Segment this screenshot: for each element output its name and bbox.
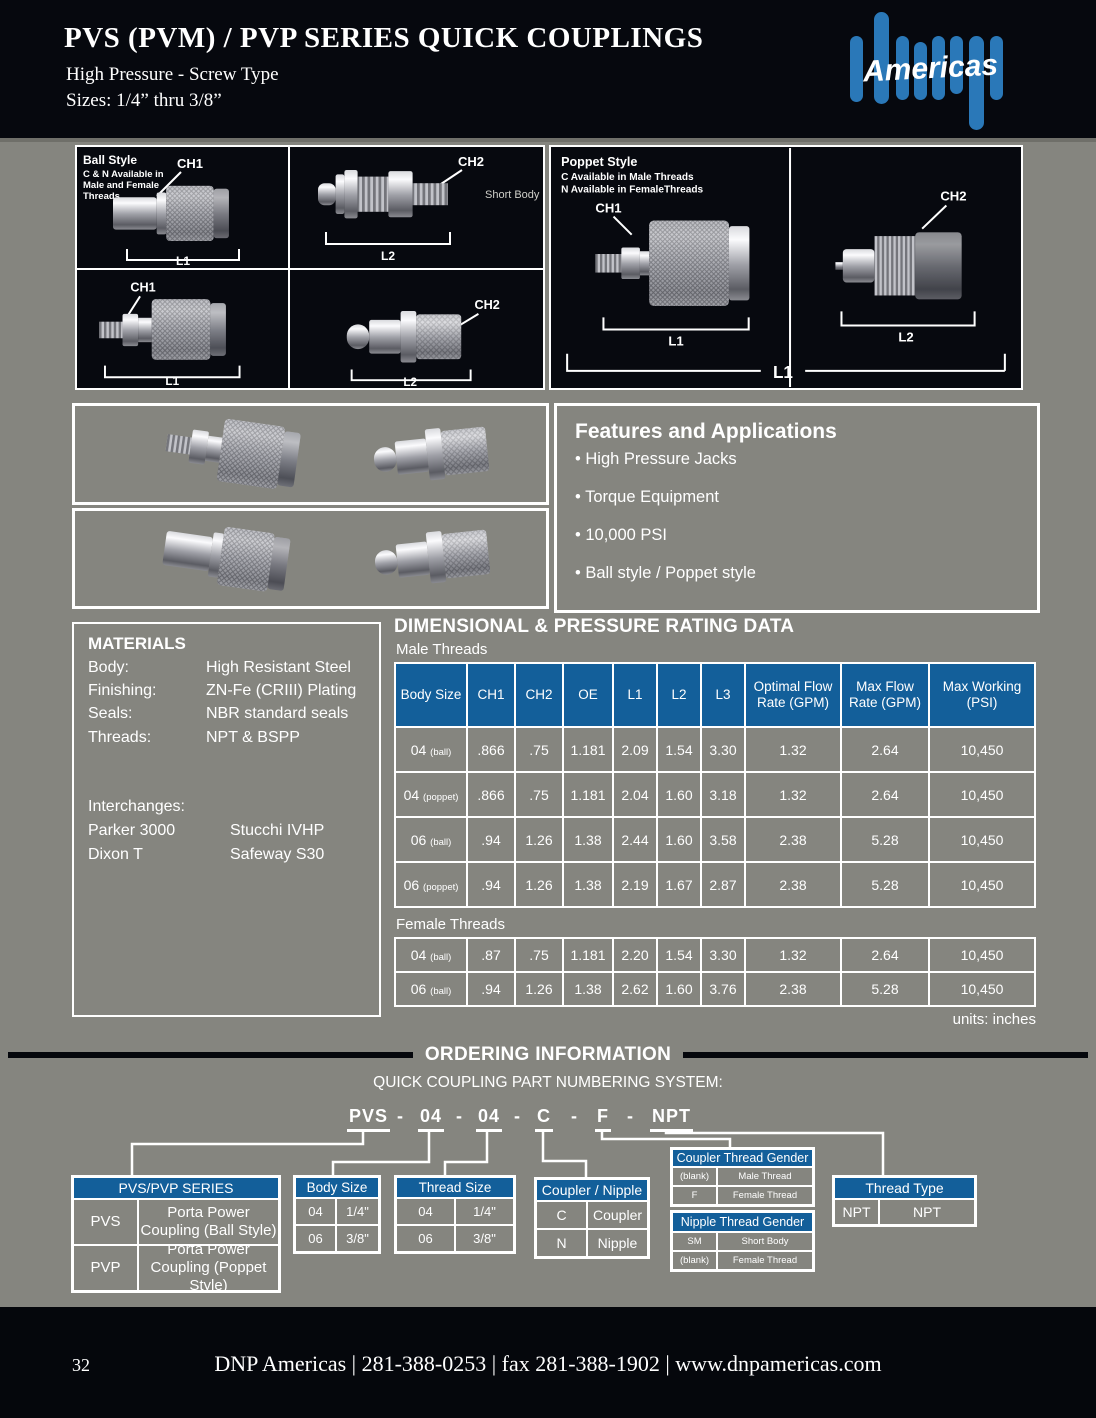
ordering-box-cell: PVP <box>73 1245 138 1291</box>
ordering-box-row <box>73 1199 279 1245</box>
dimensional-data-section <box>394 616 1036 1028</box>
value-cell: 3.18 <box>701 772 745 817</box>
value-cell: 1.32 <box>745 727 841 772</box>
column-header: Max Working (PSI) <box>929 663 1035 727</box>
ordering-box-series <box>71 1175 281 1293</box>
ordering-box-row <box>295 1198 379 1225</box>
value-cell: 2.38 <box>745 972 841 1006</box>
part-segment-thread-type: NPT <box>650 1106 693 1132</box>
poppet-style-photo-panel <box>549 145 1023 390</box>
value-cell: 2.38 <box>745 817 841 862</box>
value-cell: .94 <box>467 862 515 907</box>
value-cell: 10,450 <box>929 817 1035 862</box>
part-separator: - <box>571 1106 577 1126</box>
style-note: (ball) <box>430 986 452 997</box>
ordering-box-cell: Porta Power Coupling (Ball Style) <box>138 1199 279 1245</box>
ordering-box-coupler-nipple <box>534 1177 650 1259</box>
value-cell: .87 <box>467 938 515 972</box>
column-header: CH2 <box>515 663 563 727</box>
units-note: units: inches <box>952 1011 1036 1028</box>
ordering-box-thread-size <box>394 1175 516 1254</box>
l1-bracket <box>603 317 748 329</box>
value-cell: 1.60 <box>657 817 701 862</box>
ordering-box-cell: 06 <box>396 1225 455 1252</box>
header-divider <box>0 138 1096 142</box>
ordering-box-cell: Nipple <box>587 1229 648 1257</box>
part-segment-thread-size: 04 <box>476 1106 502 1132</box>
ordering-box-title: PVS/PVP SERIES <box>73 1177 279 1199</box>
style-note: (poppet) <box>423 791 459 803</box>
ball-note-2: Male and Female <box>83 180 160 191</box>
body-size-cell: 06 (poppet) <box>395 862 467 907</box>
value-cell: 1.38 <box>563 972 613 1006</box>
part-segment-gender: F <box>595 1106 611 1132</box>
ordering-box-cell: Male Thread <box>717 1167 813 1186</box>
ordering-box-body-size <box>293 1175 381 1254</box>
page-size-range: Sizes: 1/4” thru 3/8” <box>66 90 222 111</box>
value-cell: 1.181 <box>563 727 613 772</box>
table-row <box>395 772 1035 817</box>
l2-bracket <box>326 232 450 244</box>
female-threads-label: Female Threads <box>396 916 505 933</box>
dim-label-l1: L1 <box>175 254 191 268</box>
value-cell: 1.38 <box>563 817 613 862</box>
column-header: CH1 <box>467 663 515 727</box>
ordering-box-title: Body Size <box>295 1177 379 1198</box>
ordering-box-row <box>834 1199 975 1225</box>
ordering-title: ORDERING INFORMATION <box>424 1044 672 1065</box>
poppet-note-2: N Available in FemaleThreads <box>561 184 704 196</box>
value-cell: 10,450 <box>929 772 1035 817</box>
feature-item: • Torque Equipment <box>575 488 1037 507</box>
body-size-cell: 04 (ball) <box>395 938 467 972</box>
photo-ball-nipple <box>290 270 543 388</box>
dim-label-ch1: CH1 <box>177 156 204 171</box>
ordering-box-nipple-thread-gender <box>670 1210 815 1272</box>
part-segment-body-size: 04 <box>418 1106 444 1132</box>
column-header: L3 <box>701 663 745 727</box>
value-cell: .94 <box>467 817 515 862</box>
page-header <box>0 0 1096 138</box>
ordering-box-row <box>396 1225 514 1252</box>
value-cell: 2.04 <box>613 772 657 817</box>
dim-label-overall-l1: L1 <box>772 361 793 382</box>
value-cell: 1.181 <box>563 772 613 817</box>
ordering-box-title: Thread Type <box>834 1177 975 1199</box>
male-threads-label: Male Threads <box>396 641 488 658</box>
interchange-row: Parker 3000 Stucchi IVHP <box>88 821 325 839</box>
features-box <box>554 403 1040 613</box>
value-cell: 3.30 <box>701 938 745 972</box>
value-cell: .75 <box>515 772 563 817</box>
value-cell: 1.32 <box>745 938 841 972</box>
page-footer <box>0 1307 1096 1418</box>
ordering-box-row <box>73 1241 279 1294</box>
body-size-cell: 04 (ball) <box>395 727 467 772</box>
part-separator: - <box>514 1106 520 1126</box>
value-cell: 2.44 <box>613 817 657 862</box>
ordering-box-row <box>536 1229 648 1257</box>
column-header: L2 <box>657 663 701 727</box>
value-cell: 1.67 <box>657 862 701 907</box>
column-header: Optimal Flow Rate (GPM) <box>745 663 841 727</box>
feature-item: • Ball style / Poppet style <box>575 564 1037 583</box>
interchanges-title: Interchanges: <box>88 797 185 815</box>
features-title: Features and Applications <box>575 420 837 443</box>
column-header: OE <box>563 663 613 727</box>
ordering-box-cell: Coupler <box>587 1201 648 1229</box>
materials-box <box>72 622 381 1017</box>
ordering-box-cell: 3/8" <box>455 1225 514 1252</box>
table-row <box>395 972 1035 1006</box>
value-cell: 5.28 <box>841 972 929 1006</box>
part-separator: - <box>397 1106 403 1126</box>
dim-label-l1: L1 <box>668 333 684 349</box>
column-header: Max Flow Rate (GPM) <box>841 663 929 727</box>
male-threads-table <box>394 662 1036 908</box>
ordering-box-row <box>536 1201 648 1229</box>
ordering-box-row <box>672 1167 813 1186</box>
value-cell: 1.60 <box>657 972 701 1006</box>
value-cell: 2.64 <box>841 772 929 817</box>
short-body-label: Short Body <box>485 189 540 201</box>
page-subtitle: High Pressure - Screw Type <box>66 64 279 85</box>
value-cell: 2.64 <box>841 938 929 972</box>
value-cell: 1.26 <box>515 862 563 907</box>
body-size-cell: 06 (ball) <box>395 972 467 1006</box>
value-cell: 5.28 <box>841 817 929 862</box>
table-header-row <box>395 663 1035 727</box>
value-cell: 2.19 <box>613 862 657 907</box>
ordering-box-cell: NPT <box>834 1199 879 1225</box>
footer-contact-line: DNP Americas | 281-388-0253 | fax 281-388-1902 | www.dnpamericas.com <box>214 1351 882 1376</box>
ordering-box-title: Nipple Thread Gender <box>672 1212 813 1232</box>
part-separator: - <box>627 1106 633 1126</box>
table-row <box>395 727 1035 772</box>
photo-ball-coupler-male <box>77 270 288 388</box>
ordering-box-cell: 04 <box>295 1198 336 1225</box>
column-header: Body Size <box>395 663 467 727</box>
feature-item: • 10,000 PSI <box>575 526 1037 545</box>
value-cell: .75 <box>515 727 563 772</box>
materials-title: MATERIALS <box>88 634 186 653</box>
style-note: (ball) <box>430 952 452 963</box>
part-segment-series: PVS <box>347 1106 390 1132</box>
dim-label-ch2: CH2 <box>458 154 485 169</box>
dim-label-l2: L2 <box>380 249 396 263</box>
value-cell: .866 <box>467 727 515 772</box>
value-cell: 2.38 <box>745 862 841 907</box>
value-cell: .75 <box>515 938 563 972</box>
ball-style-title: Ball Style <box>83 153 138 167</box>
features-list <box>575 450 1037 583</box>
value-cell: 1.38 <box>563 862 613 907</box>
dim-label-ch1: CH1 <box>595 200 622 216</box>
dimensional-title: DIMENSIONAL & PRESSURE RATING DATA <box>394 616 795 637</box>
ordering-box-cell: 1/4" <box>455 1198 514 1225</box>
ordering-box-cell: 04 <box>396 1198 455 1225</box>
ordering-box-title: Coupler / Nipple <box>536 1179 648 1201</box>
ball-note-3: Threads <box>83 191 120 202</box>
value-cell: 2.20 <box>613 938 657 972</box>
dim-label-ch2: CH2 <box>940 188 967 204</box>
value-cell: .866 <box>467 772 515 817</box>
value-cell: 10,450 <box>929 727 1035 772</box>
table-row <box>395 938 1035 972</box>
value-cell: 1.54 <box>657 938 701 972</box>
poppet-style-title: Poppet Style <box>561 155 638 170</box>
value-cell: 3.58 <box>701 817 745 862</box>
ordering-box-row <box>672 1232 813 1251</box>
body-size-cell: 04 (poppet) <box>395 772 467 817</box>
value-cell: 1.26 <box>515 972 563 1006</box>
ordering-box-cell: N <box>536 1229 587 1257</box>
dim-label-l2: L2 <box>898 329 914 345</box>
ordering-box-cell: Short Body <box>717 1232 813 1251</box>
ordering-box-cell: 1/4" <box>336 1198 379 1225</box>
materials-row: Body: High Resistant Steel <box>88 659 351 676</box>
page-number: 32 <box>72 1355 90 1375</box>
style-note: (ball) <box>430 746 452 758</box>
ordering-box-title: Coupler Thread Gender <box>672 1149 813 1167</box>
value-cell: 2.09 <box>613 727 657 772</box>
table-header-row <box>395 663 1035 727</box>
value-cell: 10,450 <box>929 938 1035 972</box>
ordering-box-cell: Porta Power Coupling (Poppet Style) <box>138 1245 279 1291</box>
ordering-box-row <box>672 1186 813 1205</box>
value-cell: 1.54 <box>657 727 701 772</box>
photo-ball-nipple-short-body <box>290 147 543 268</box>
body-size-cell: 06 (ball) <box>395 817 467 862</box>
value-cell: 10,450 <box>929 862 1035 907</box>
ordering-box-cell: C <box>536 1201 587 1229</box>
value-cell: 1.32 <box>745 772 841 817</box>
ordering-divider <box>8 1046 1088 1064</box>
materials-row: Finishing: ZN-Fe (CRIII) Plating <box>88 682 357 700</box>
ordering-subtitle: QUICK COUPLING PART NUMBERING SYSTEM: <box>373 1074 723 1091</box>
part-segment-coupler-nipple: C <box>535 1106 553 1132</box>
feature-item: • High Pressure Jacks <box>575 450 1037 469</box>
ordering-box-cell: F <box>672 1186 717 1205</box>
product-render-box-top <box>72 403 549 505</box>
ordering-box-cell: Female Thread <box>717 1251 813 1270</box>
ordering-box-title: Thread Size <box>396 1177 514 1198</box>
poppet-note-1: C Available in Male Threads <box>561 172 694 184</box>
table-row <box>395 817 1035 862</box>
dim-label-l1: L1 <box>165 375 180 388</box>
ordering-box-cell: 3/8" <box>336 1225 379 1252</box>
female-threads-table <box>394 937 1036 1007</box>
l2-bracket <box>841 311 974 325</box>
materials-row: Seals: NBR standard seals <box>88 705 349 723</box>
ordering-box-coupler-thread-gender <box>670 1147 815 1207</box>
value-cell: 1.181 <box>563 938 613 972</box>
style-note: (ball) <box>430 836 452 848</box>
value-cell: 2.87 <box>701 862 745 907</box>
materials-row: Threads: NPT & BSPP <box>88 728 300 746</box>
value-cell: 2.62 <box>613 972 657 1006</box>
interchange-row: Dixon T Safeway S30 <box>88 845 325 863</box>
dnp-americas-logo <box>836 6 1026 136</box>
value-cell: 5.28 <box>841 862 929 907</box>
dim-label-ch1: CH1 <box>130 280 156 295</box>
ball-note-1: C & N Available in <box>83 169 164 180</box>
product-render-box-bottom <box>72 508 549 609</box>
ordering-box-cell: (blank) <box>672 1251 717 1270</box>
value-cell: 3.30 <box>701 727 745 772</box>
page-title: PVS (PVM) / PVP SERIES QUICK COUPLINGS <box>64 22 704 54</box>
ordering-box-thread-type <box>832 1175 977 1227</box>
ordering-box-cell: PVS <box>73 1199 138 1245</box>
ordering-box-row <box>396 1198 514 1225</box>
photo-ball-coupler-female <box>77 147 288 268</box>
column-header: L1 <box>613 663 657 727</box>
ordering-box-cell: SM <box>672 1232 717 1251</box>
ordering-box-cell: (blank) <box>672 1167 717 1186</box>
style-note: (poppet) <box>423 881 459 893</box>
overall-l1-bracket-left <box>567 354 761 372</box>
value-cell: .94 <box>467 972 515 1006</box>
ordering-box-cell: Female Thread <box>717 1186 813 1205</box>
ordering-box-row <box>295 1225 379 1252</box>
dim-label-ch2: CH2 <box>474 298 500 313</box>
ball-style-photo-panel <box>75 145 545 390</box>
part-separator: - <box>456 1106 462 1126</box>
value-cell: 1.60 <box>657 772 701 817</box>
value-cell: 2.64 <box>841 727 929 772</box>
dim-label-l2: L2 <box>403 376 417 388</box>
value-cell: 1.26 <box>515 817 563 862</box>
ordering-box-cell: NPT <box>879 1199 975 1225</box>
value-cell: 10,450 <box>929 972 1035 1006</box>
ordering-box-cell: 06 <box>295 1225 336 1252</box>
value-cell: 3.76 <box>701 972 745 1006</box>
table-row <box>395 862 1035 907</box>
logo-americas-text: Americas <box>862 48 999 89</box>
overall-l1-bracket-right <box>805 354 1005 371</box>
ordering-box-row <box>672 1251 813 1270</box>
